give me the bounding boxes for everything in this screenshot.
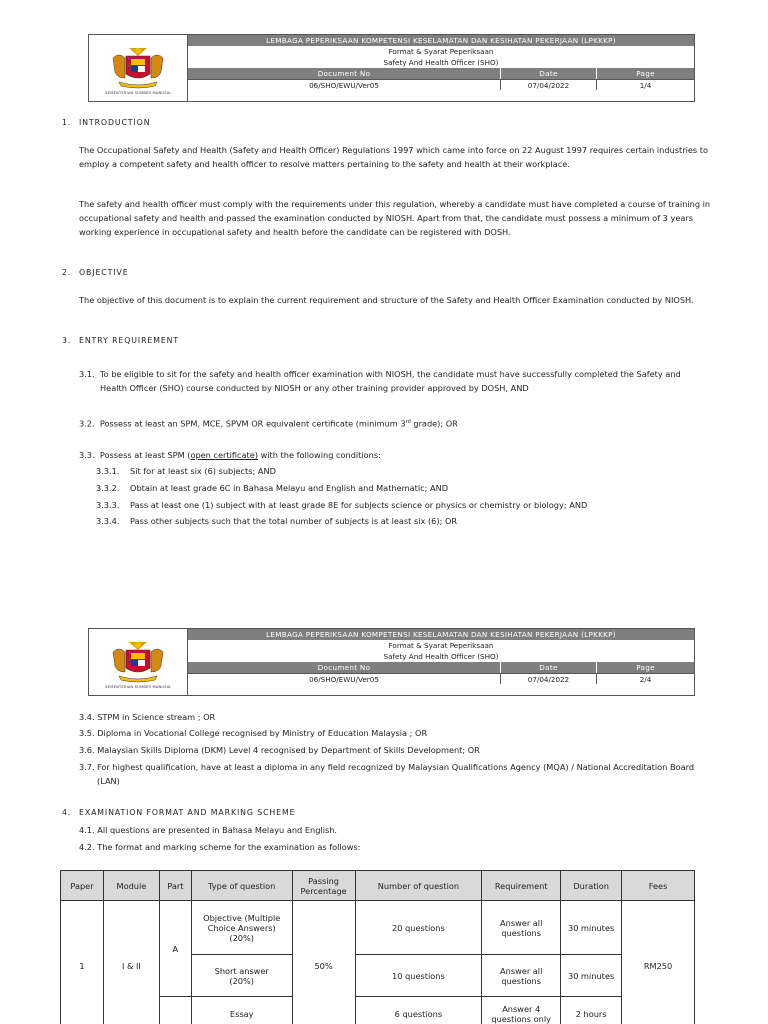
- sub-item-3-3-2: 3.3.2. Obtain at least grade 6C in Bahasa Melayu and English and Mathematic; AND: [96, 483, 449, 493]
- cell-part-a: A: [159, 901, 191, 997]
- cell-number: 20 questions: [355, 901, 482, 955]
- th-passing: Passing Percentage: [292, 871, 355, 901]
- cell-type: Objective (Multiple Choice Answers) (20%): [191, 901, 292, 955]
- item-3-6: 3.6. Malaysian Skills Diploma (DKM) Level 4 recognised by Department of Skills Development; OR: [79, 745, 480, 755]
- item-3-5: 3.5. Diploma in Vocational College recognised by Ministry of Education Malaysia ; OR: [79, 728, 428, 738]
- date-value: 07/04/2022: [500, 80, 596, 90]
- th-paper: Paper: [61, 871, 104, 901]
- doc-title-line1: Format & Syarat Peperiksaan: [388, 641, 494, 650]
- cell-duration: 30 minutes: [561, 955, 622, 997]
- th-requirement: Requirement: [482, 871, 561, 901]
- th-module: Module: [103, 871, 159, 901]
- exam-format-table: [60, 870, 695, 1024]
- cell-duration: 2 hours: [561, 997, 622, 1024]
- th-fees: Fees: [622, 871, 695, 901]
- page-value: 2/4: [596, 674, 694, 684]
- document-no-value: 06/SHO/EWU/Ver05: [309, 80, 379, 90]
- col-document-no: Document No: [317, 663, 371, 672]
- th-number: Number of question: [355, 871, 482, 901]
- item-3-3: 3.3. Possess at least SPM (open certificate) with the following conditions:: [79, 450, 381, 460]
- item-3-4: 3.4. STPM in Science stream ; OR: [79, 712, 216, 722]
- sub-item-3-3-3: 3.3.3. Pass at least one (1) subject with at least grade 8E for subjects science or physics or chemistry or biology; AND: [96, 500, 588, 510]
- cell-module: I & II: [103, 901, 159, 1024]
- table-row: [61, 901, 695, 955]
- th-duration: Duration: [561, 871, 622, 901]
- col-page: Page: [596, 662, 694, 673]
- page-value: 1/4: [596, 80, 694, 90]
- section-4-heading: 4. EXAMINATION FORMAT AND MARKING SCHEME: [62, 808, 296, 817]
- section-1-paragraph-1: The Occupational Safety and Health (Safety and Health Officer) Regulations 1997 which came into force on 22 August 1997 requires certain industries to employ a competent safety and health officer to resolve matters pertaining to the safety and health at their workplace.: [79, 145, 708, 169]
- coat-of-arms-icon: [107, 44, 169, 90]
- section-1-heading: 1. INTRODUCTION: [62, 118, 151, 127]
- date-value: 07/04/2022: [500, 674, 596, 684]
- org-name: LEMBAGA PEPERIKSAAN KOMPETENSI KESELAMATAN DAN KESIHATAN PEKERJAAN (LPKKKP): [188, 629, 694, 640]
- item-3-1: 3.1. To be eligible to sit for the safety and health officer examination with NIOSH, the candidate must have successfully completed the Safety and Health Officer (SHO) course conducted by NIOSH or any other training provider approved by DOSH, AND: [79, 369, 681, 393]
- doc-title-line2: Safety And Health Officer (SHO): [383, 652, 499, 661]
- logo-caption: KEMENTERIAN SUMBER MANUSIA: [105, 90, 171, 95]
- cell-type: Short answer (20%): [191, 955, 292, 997]
- doc-title-line1: Format & Syarat Peperiksaan: [388, 47, 494, 56]
- table-header-row: [61, 871, 695, 901]
- cell-passing: 50%: [292, 901, 355, 1024]
- logo-caption: KEMENTERIAN SUMBER MANUSIA: [105, 684, 171, 689]
- col-page: Page: [596, 68, 694, 79]
- th-part: Part: [159, 871, 191, 901]
- col-date: Date: [500, 68, 596, 79]
- document-no-value: 06/SHO/EWU/Ver05: [309, 674, 379, 684]
- cell-number: 6 questions: [355, 997, 482, 1024]
- coat-of-arms-logo: [89, 629, 188, 695]
- th-type: Type of question: [191, 871, 292, 901]
- item-4-1: 4.1. All questions are presented in Bahasa Melayu and English.: [79, 825, 338, 835]
- sub-item-3-3-4: 3.3.4. Pass other subjects such that the total number of subjects is at least six (6); OR: [96, 516, 458, 526]
- cell-requirement: Answer 4 questions only: [482, 997, 561, 1024]
- section-2-paragraph: The objective of this document is to explain the current requirement and structure of the Safety and Health Officer Examination conducted by NIOSH.: [79, 295, 694, 305]
- col-document-no: Document No: [317, 69, 371, 78]
- col-date: Date: [500, 662, 596, 673]
- org-name: LEMBAGA PEPERIKSAAN KOMPETENSI KESELAMATAN DAN KESIHATAN PEKERJAAN (LPKKKP): [188, 35, 694, 46]
- cell-requirement: Answer all questions: [482, 901, 561, 955]
- section-1-paragraph-2: The safety and health officer must comply with the requirements under this regulation, whereby a candidate must have completed a course of training in occupational safety and health and passed the examination conducted by NIOSH. Apart from that, the candidate must possess a minimum of 3 years working experience in occupational safety and health before the candidate can be registered with DOSH.: [79, 199, 711, 237]
- document-header-page-2: [88, 628, 695, 696]
- item-3-7: 3.7. For highest qualification, have at least a diploma in any field recognized by Malaysian Qualifications Agency (MQA) / National Accreditation Board (LAN): [79, 762, 695, 786]
- cell-type: Essay: [191, 997, 292, 1024]
- cell-number: 10 questions: [355, 955, 482, 997]
- section-2-heading: 2. OBJECTIVE: [62, 268, 129, 277]
- item-3-2: 3.2. Possess at least an SPM, MCE, SPVM OR equivalent certificate (minimum 3rd grade); OR: [79, 418, 458, 429]
- doc-title-line2: Safety And Health Officer (SHO): [383, 58, 499, 67]
- cell-paper: 1: [61, 901, 104, 1024]
- coat-of-arms-logo: [89, 35, 188, 101]
- document-header-page-1: [88, 34, 695, 102]
- section-3-heading: 3. ENTRY REQUIREMENT: [62, 336, 180, 345]
- item-4-2: 4.2. The format and marking scheme for the examination as follows:: [79, 842, 361, 852]
- sub-item-3-3-1: 3.3.1. Sit for at least six (6) subjects; AND: [96, 466, 276, 476]
- cell-requirement: Answer all questions: [482, 955, 561, 997]
- cell-duration: 30 minutes: [561, 901, 622, 955]
- cell-part-empty: [159, 997, 191, 1024]
- cell-fees: RM250: [622, 901, 695, 1024]
- coat-of-arms-icon: [107, 638, 169, 684]
